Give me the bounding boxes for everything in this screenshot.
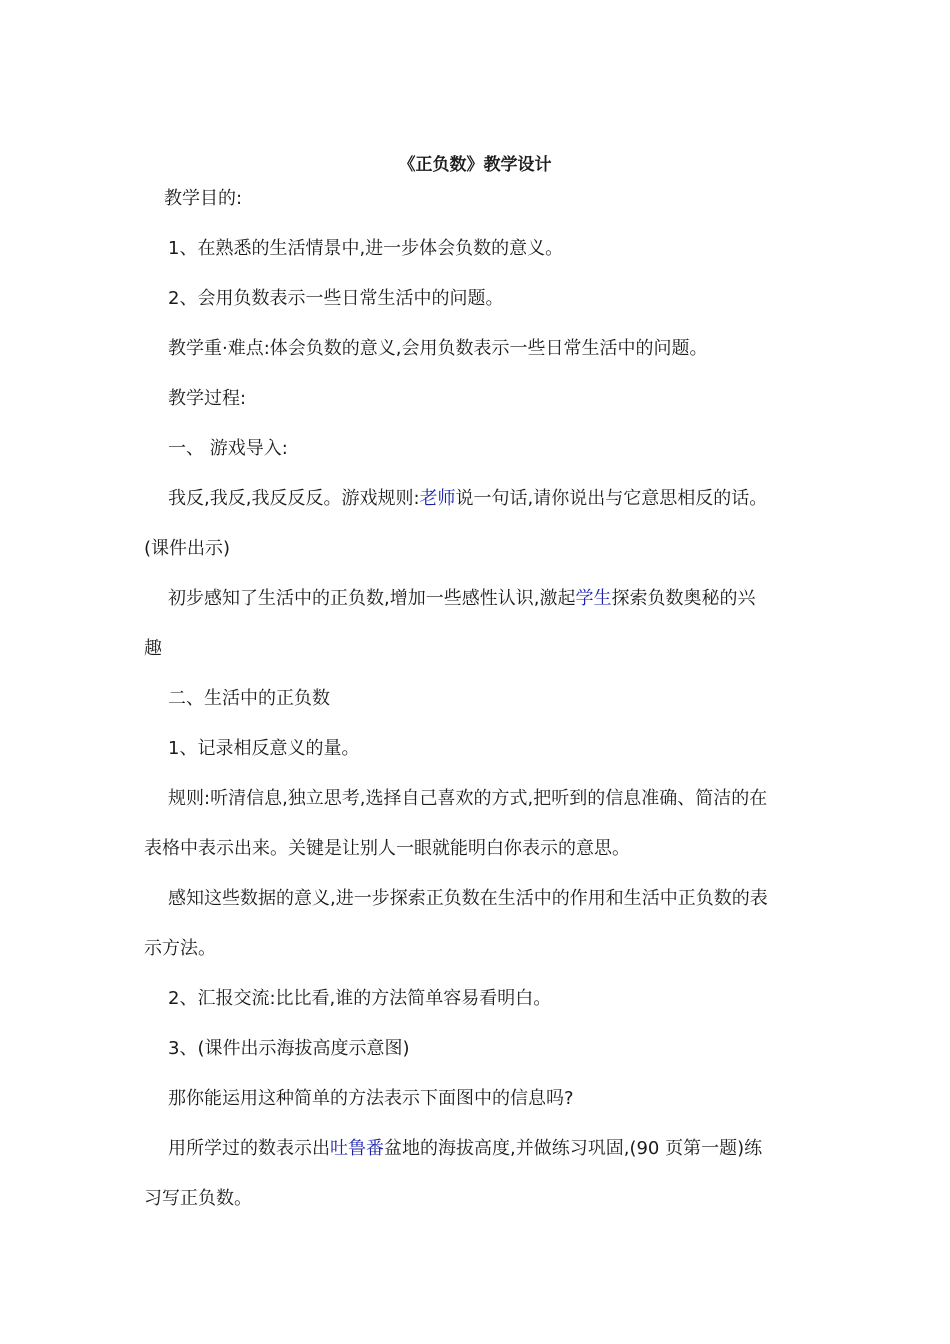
- perceive-text-a: 初步感知了生活中的正负数,增加一些感性认识,激起: [168, 588, 576, 609]
- rule-line-2: 表格中表示出来。关键是让别人一眼就能明白你表示的意思。: [144, 838, 630, 859]
- student-link[interactable]: 学生: [575, 588, 612, 609]
- objective-1: 1、在熟悉的生活情景中,进一步体会负数的意义。: [168, 238, 564, 259]
- item-1: 1、记录相反意义的量。: [168, 738, 360, 759]
- game-rule-continuation: (课件出示): [144, 538, 231, 559]
- question-line: 那你能运用这种简单的方法表示下面图中的信息吗?: [168, 1088, 574, 1109]
- practice-continuation: 习写正负数。: [144, 1188, 252, 1209]
- perceive-text-b: 探索负数奥秘的兴: [611, 588, 756, 609]
- item-2: 2、汇报交流:比比看,谁的方法简单容易看明白。: [168, 988, 552, 1009]
- meaning-line-1: 感知这些数据的意义,进一步探索正负数在生活中的作用和生活中正负数的表: [168, 888, 768, 909]
- section-2-heading: 二、生活中的正负数: [168, 688, 330, 709]
- objectives-heading: 教学目的:: [164, 188, 243, 209]
- game-rule-line: [168, 487, 767, 511]
- game-rule-text-a: 我反,我反,我反反反。游戏规则:: [168, 488, 420, 509]
- section-1-heading: 一、 游戏导入:: [168, 438, 288, 459]
- perceive-line: [168, 587, 755, 611]
- meaning-line-2: 示方法。: [144, 938, 216, 959]
- process-heading: 教学过程:: [168, 388, 247, 409]
- perceive-continuation: 趣: [144, 638, 162, 659]
- document-title: 《正负数》教学设计: [398, 155, 552, 175]
- rule-line-1: 规则:听清信息,独立思考,选择自己喜欢的方式,把听到的信息准确、简洁的在: [168, 788, 768, 809]
- practice-line: [168, 1137, 762, 1161]
- practice-text-b: 盆地的海拔高度,并做练习巩固,(90 页第一题)练: [384, 1138, 763, 1159]
- teacher-link[interactable]: 老师: [419, 488, 456, 509]
- item-3: 3、(课件出示海拔高度示意图): [168, 1038, 410, 1059]
- key-points: 教学重·难点:体会负数的意义,会用负数表示一些日常生活中的问题。: [168, 338, 708, 359]
- practice-text-a: 用所学过的数表示出: [168, 1138, 330, 1159]
- turpan-link[interactable]: 吐鲁番: [330, 1138, 384, 1159]
- objective-2: 2、会用负数表示一些日常生活中的问题。: [168, 288, 504, 309]
- game-rule-text-b: 说一句话,请你说出与它意思相反的话。: [455, 488, 768, 509]
